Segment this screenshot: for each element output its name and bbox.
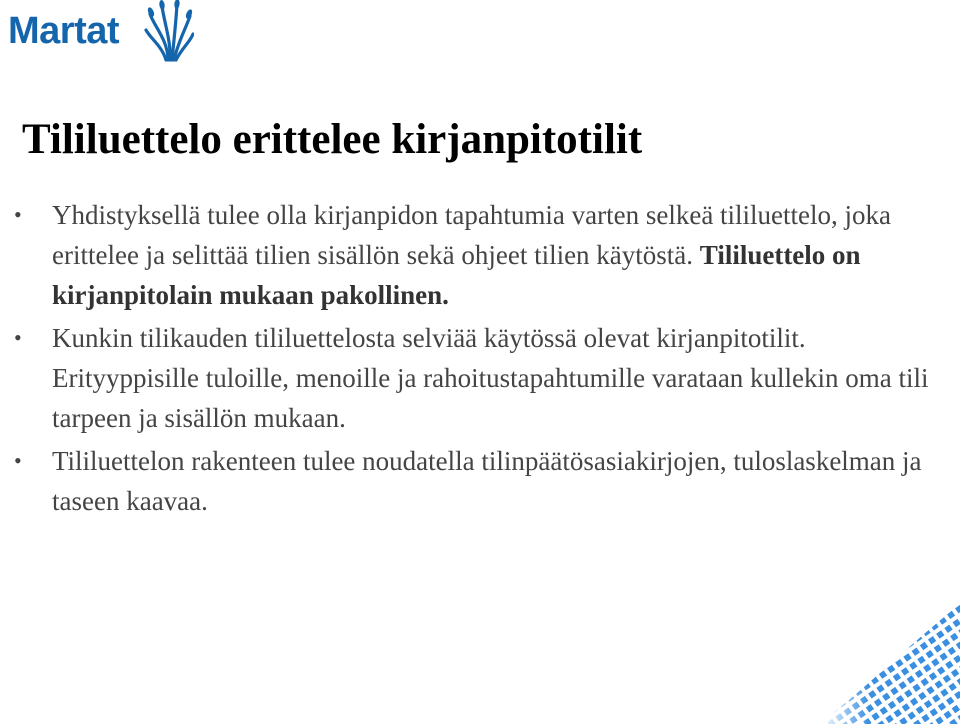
bullet-text: Yhdistyksellä tulee olla kirjanpidon tapahtumia varten selkeä tililuettelo, joka erittelee ja selittää tilien sisällön sekä ohjeet tilien käytöstä. bbox=[52, 200, 892, 270]
bullet-text: Tililuettelon rakenteen tulee noudatella tilinpäätösasiakirjojen, tuloslaskelman ja taseen kaavaa. bbox=[52, 446, 922, 516]
martat-wheat-icon bbox=[144, 0, 194, 62]
bullet-item bbox=[14, 318, 944, 438]
bullet-emphasis: Tililuettelo on kirjanpitolain mukaan pakollinen. bbox=[52, 240, 861, 310]
bullet-dot-icon: • bbox=[14, 202, 22, 227]
bullet-list bbox=[14, 195, 944, 524]
logo-text: Martat bbox=[8, 10, 120, 52]
bullet-text: Kunkin tilikauden tililuettelosta selviää käytössä olevat kirjanpitotilit. Erityyppisille tuloille, menoille ja rahoitustapahtumille varataan kullekin oma tili tarpeen ja sisällön mukaan. bbox=[52, 323, 929, 433]
bullet-dot-icon: • bbox=[14, 325, 22, 350]
bullet-item bbox=[14, 195, 944, 315]
martat-logo bbox=[4, 0, 204, 66]
corner-decoration bbox=[760, 574, 960, 724]
bullet-item bbox=[14, 441, 944, 521]
slide-title: Tililuettelo erittelee kirjanpitotilit bbox=[22, 116, 643, 163]
bullet-dot-icon: • bbox=[14, 448, 22, 473]
